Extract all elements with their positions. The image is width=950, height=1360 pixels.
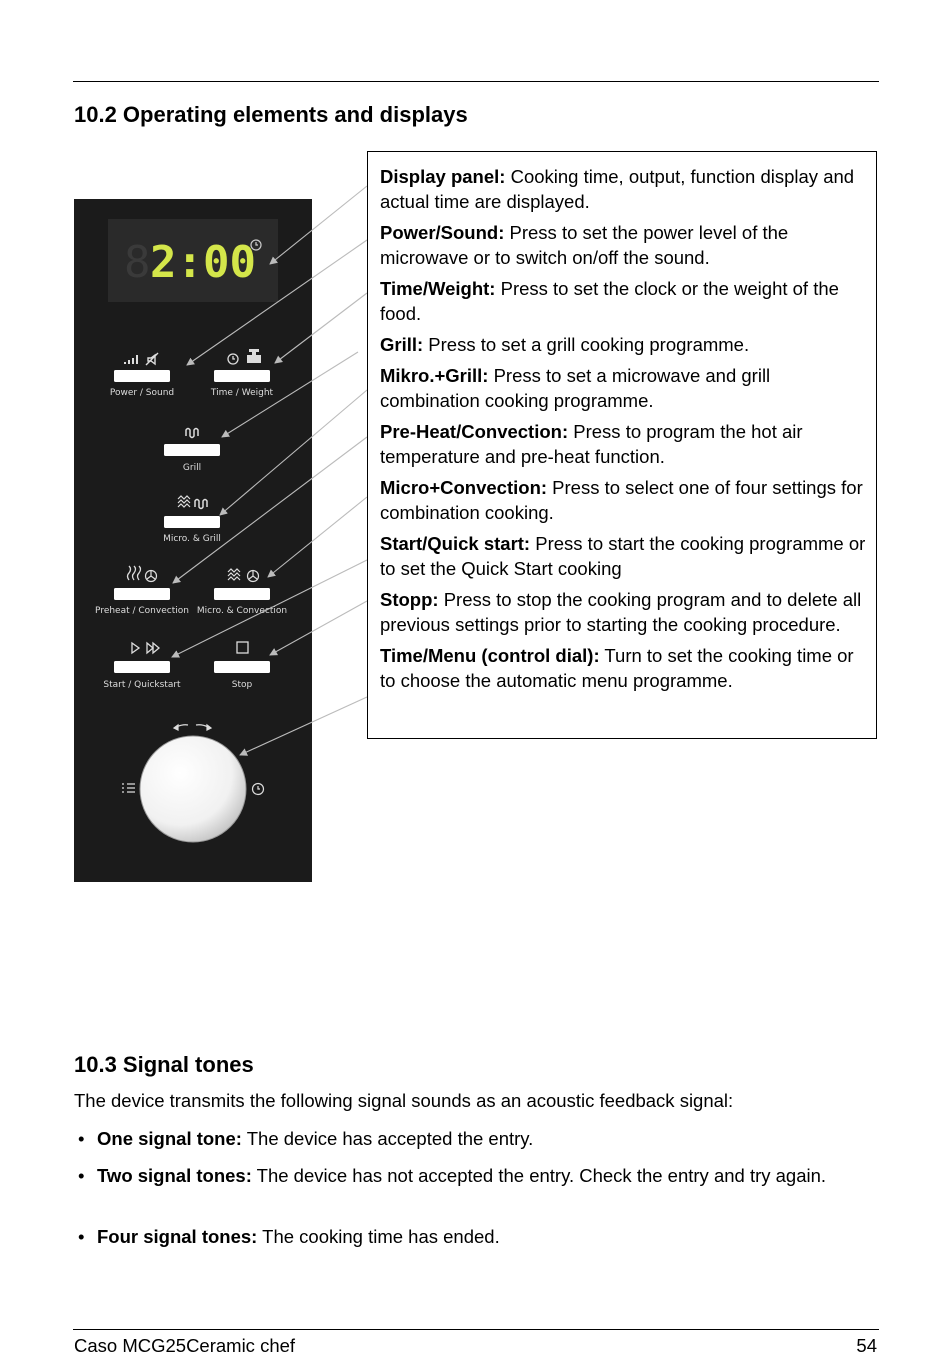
menu-list-icon [122, 784, 135, 792]
desc-power-sound: Power/Sound: Press to set the power level of the microwave or to switch on/off the sound. [380, 222, 789, 268]
stop-square-icon [237, 642, 248, 653]
start-quickstart-button[interactable] [114, 661, 170, 673]
bullet-marker: • [78, 1128, 85, 1149]
display-ghost-digit: 8 [124, 237, 151, 288]
stop-button[interactable] [214, 661, 270, 673]
footer-rule [73, 1329, 879, 1330]
desc-stopp: Stopp: Press to stop the cooking program and to delete all previous settings prior to starting the cooking procedure. [380, 589, 862, 635]
desc-display-panel: Display panel: Cooking time, output, function display and actual time are displayed. [380, 166, 855, 212]
bullet-marker: • [78, 1226, 85, 1247]
desc-micro-convection: Micro+Convection: Press to select one of four settings for combination cooking. [380, 477, 863, 523]
grill-icon [186, 429, 198, 438]
desc-time-weight: Time/Weight: Press to set the clock or the weight of the food. [380, 278, 839, 324]
stop-label: Stop [231, 680, 253, 690]
desc-time-menu-dial: Time/Menu (control dial): Turn to set the cooking time or to choose the automatic menu programme. [380, 645, 854, 691]
control-dial[interactable] [140, 736, 246, 842]
preheat-convection-button[interactable] [114, 588, 170, 600]
desc-mikro-grill: Mikro.+Grill: Press to set a microwave and grill combination cooking programme. [380, 365, 771, 411]
micro-grill-label: Micro. & Grill [163, 534, 221, 544]
bullet-marker: • [78, 1165, 85, 1186]
footer-product-name: Caso MCG25Ceramic chef [74, 1335, 296, 1356]
section-title-operating-elements: 10.2 Operating elements and displays [74, 102, 468, 127]
fast-forward-icon [147, 643, 159, 653]
signal-tones-intro: The device transmits the following signal sounds as an acoustic feedback signal: [74, 1090, 734, 1111]
bullet-two-signal-tones: • Two signal tones: The device has not accepted the entry. Check the entry and try again. [78, 1165, 827, 1186]
power-level-icon [124, 355, 138, 364]
desc-start-quickstart: Start/Quick start: Press to start the cooking programme or to set the Quick Start cooking [380, 533, 866, 579]
micro-convection-button[interactable] [214, 588, 270, 600]
microwave-waves-icon-2 [228, 569, 240, 580]
grill-icon-secondary [195, 500, 207, 509]
header-rule [73, 81, 879, 82]
micro-convection-label: Micro. & Convection [196, 606, 288, 616]
power-sound-button[interactable] [114, 370, 170, 382]
mute-sound-icon [146, 353, 158, 365]
heat-waves-icon [128, 566, 141, 580]
time-weight-button[interactable] [214, 370, 270, 382]
element-descriptions-box [367, 151, 877, 739]
display-time: 2:00 [150, 237, 256, 288]
grill-label: Grill [182, 463, 202, 473]
play-icon [132, 643, 139, 653]
dial-clock-icon [253, 784, 264, 795]
fan-icon [146, 571, 157, 582]
microwave-waves-icon [178, 496, 190, 507]
bullet-four-signal-tones: • Four signal tones: The cooking time has ended. [78, 1226, 500, 1247]
preheat-convection-label: Preheat / Convection [95, 606, 189, 616]
power-sound-label: Power / Sound [109, 388, 175, 398]
timer-icon [228, 354, 238, 364]
grill-button[interactable] [164, 444, 220, 456]
fan-icon-2 [248, 571, 259, 582]
desc-preheat-convection: Pre-Heat/Convection: Press to program the hot air temperature and pre-heat function. [380, 421, 803, 467]
control-panel-illustration [74, 199, 312, 882]
footer-page-number: 54 [856, 1335, 877, 1356]
control-panel-graphic [74, 199, 312, 882]
weight-icon [247, 349, 261, 363]
bullet-one-signal-tone: • One signal tone: The device has accepted the entry. [78, 1128, 534, 1149]
section-title-signal-tones: 10.3 Signal tones [74, 1052, 254, 1077]
rotate-arrows-icon [174, 725, 211, 730]
micro-grill-button[interactable] [164, 516, 220, 528]
time-weight-label: Time / Weight [210, 388, 274, 398]
start-quickstart-label: Start / Quickstart [103, 680, 181, 690]
desc-grill: Grill: Press to set a grill cooking programme. [380, 334, 750, 355]
